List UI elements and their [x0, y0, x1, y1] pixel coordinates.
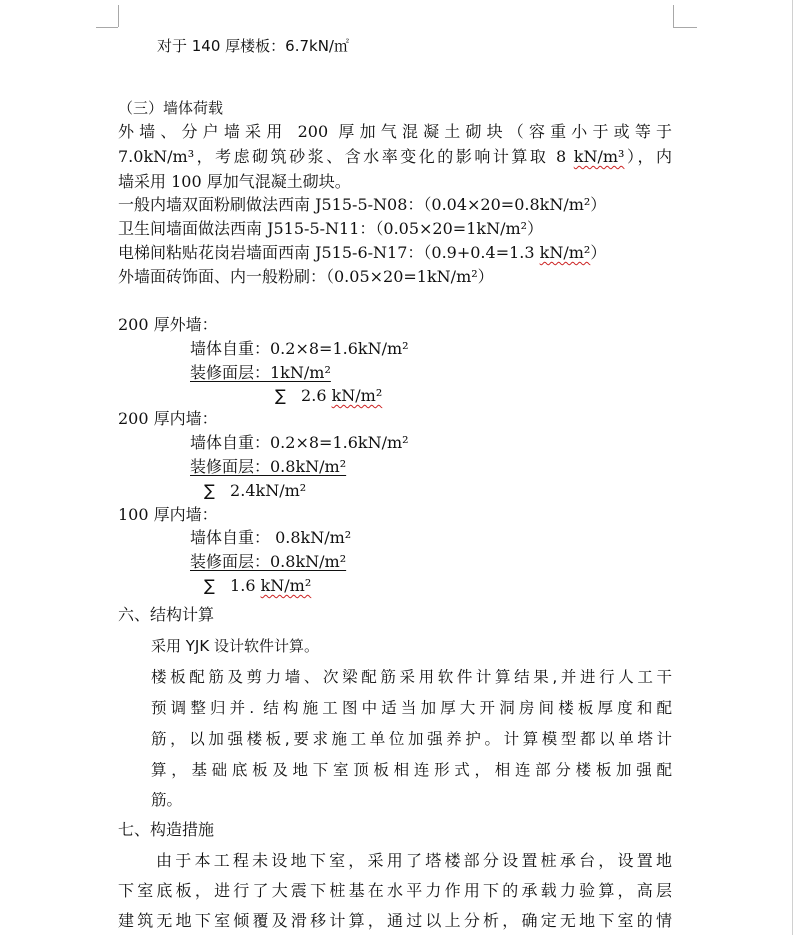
paragraph-line [118, 146, 672, 168]
wall-finish-layer: 装修面层：1kN/m² [190, 363, 331, 382]
slab-load-line: 对于 140 厚楼板：6.7kN/㎡ [157, 37, 349, 55]
sigma-symbol: ∑ [275, 386, 286, 405]
text-run: ），内 [624, 147, 672, 166]
wall-self-weight: 墙体自重： 0.8kN/m² [190, 528, 352, 547]
text-run: kN/m² [539, 243, 591, 262]
paragraph-line: 外墙面砖饰面、内一般粉刷：（0.05×20=1kN/m²） [118, 267, 494, 286]
margin-corner-mark [118, 5, 119, 27]
wall-load-sum [204, 481, 306, 501]
paragraph-line: 一般内墙双面粉刷做法西南 J515-5-N08：（0.04×20=0.8kN/m²） [118, 195, 607, 214]
section-heading-structural-calc: 六、结构计算 [118, 605, 215, 624]
paragraph-line: 下室底板，进行了大震下桩基在水平力作用下的承载力验算，高层 [118, 881, 672, 900]
text-run: kN/m² [331, 386, 383, 405]
paragraph-line: 算，基础底板及地下室顶板相连形式，相连部分楼板加强配 [151, 761, 672, 779]
text-run: 2.4kN/m² [230, 481, 307, 500]
paragraph-line: 由于本工程未设地下室，采用了塔楼部分设置桩承台，设置地 [156, 851, 672, 870]
paragraph-line: 外墙、分户墙采用 200 厚加气混凝土砌块（容重小于或等于 [118, 122, 672, 141]
sigma-symbol: ∑ [204, 481, 215, 500]
wall-load-sum [204, 576, 311, 596]
wall-type-title: 100 厚内墙： [118, 505, 218, 524]
wall-type-title: 200 厚内墙： [118, 409, 218, 428]
text-run: kN/m² [260, 576, 312, 595]
paragraph-line: 预调整归并. 结构施工图中适当加厚大开洞房间楼板厚度和配 [151, 699, 672, 717]
sigma-symbol: ∑ [204, 576, 215, 595]
paragraph-line: 楼板配筋及剪力墙、次梁配筋采用软件计算结果,并进行人工干 [151, 668, 672, 686]
wall-finish-layer: 装修面层：0.8kN/m² [190, 552, 347, 571]
paragraph-line: 卫生间墙面做法西南 J515-5-N11：（0.05×20=1kN/m²） [118, 219, 544, 238]
wall-finish-layer: 装修面层：0.8kN/m² [190, 457, 347, 476]
wall-self-weight: 墙体自重：0.2×8=1.6kN/m² [190, 433, 409, 452]
text-run: 1.6 [230, 576, 261, 595]
margin-corner-mark [673, 5, 674, 27]
text-run: ） [590, 243, 607, 262]
text-run: kN/m³ [573, 147, 625, 166]
margin-corner-mark [96, 27, 118, 28]
wall-load-sum [275, 386, 382, 406]
text-run: 电梯间粘贴花岗岩墙面西南 J515-6-N17：（0.9+0.4=1.3 [118, 243, 540, 262]
text-run: 7.0kN/m³，考虑砌筑砂浆、含水率变化的影响计算取 8 [118, 147, 574, 166]
wall-type-title: 200 厚外墙： [118, 315, 218, 334]
wall-self-weight: 墙体自重：0.2×8=1.6kN/m² [190, 339, 409, 358]
paragraph-line: 建筑无地下室倾覆及滑移计算，通过以上分析，确定无地下室的情 [118, 911, 672, 930]
paragraph-line: 墙采用 100 厚加气混凝土砌块。 [118, 172, 351, 191]
section-heading-detailing: 七、构造措施 [118, 820, 215, 839]
paragraph-line: 筋，以加强楼板,要求施工单位加强养护。计算模型都以单塔计 [151, 730, 672, 748]
text-run: 2.6 [301, 386, 332, 405]
paragraph-line: 筋。 [151, 791, 183, 809]
section-heading-wall-load: （三）墙体荷载 [118, 99, 224, 117]
paragraph-line: 采用 YJK 设计软件计算。 [151, 637, 319, 655]
paragraph-line [118, 242, 606, 264]
margin-corner-mark [673, 27, 697, 28]
page-edge [792, 0, 793, 935]
